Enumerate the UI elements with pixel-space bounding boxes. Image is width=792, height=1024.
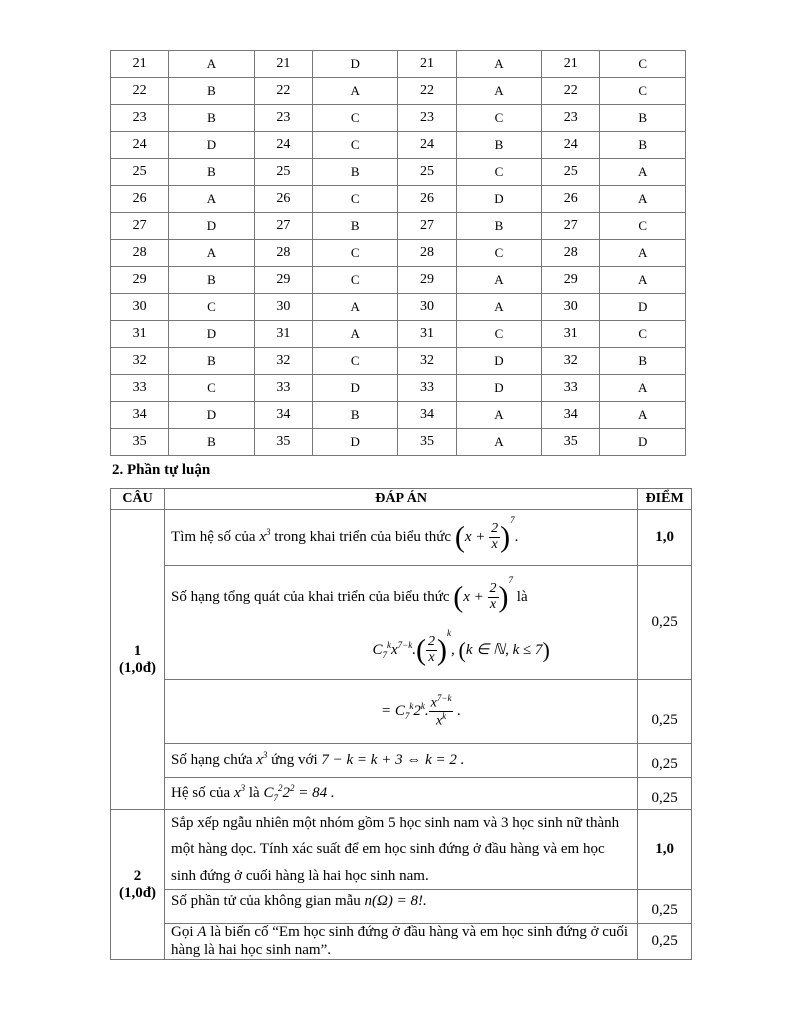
question-number-cell: 35: [398, 429, 456, 456]
question-number-cell: 35: [111, 429, 169, 456]
answer-letter-cell: B: [169, 267, 255, 294]
question-number-cell: 28: [398, 240, 456, 267]
binomial-expression: (x + $\frac{2}{x}$ )$^7$: [454, 515, 515, 554]
answer-letter-cell: B: [456, 132, 542, 159]
question-number-cell: 24: [111, 132, 169, 159]
question-number-cell: 21: [111, 51, 169, 78]
q2-number: 2: [133, 867, 142, 884]
question-number-cell: 21: [254, 51, 312, 78]
answer-letter-cell: C: [600, 321, 686, 348]
answer-letter-cell: A: [600, 267, 686, 294]
q1-step3-score: 0,25: [638, 744, 692, 778]
header-dap-an: ĐÁP ÁN: [165, 489, 638, 510]
q1-step2-row: [111, 680, 692, 744]
answer-key-row: [111, 132, 686, 159]
question-number-cell: 34: [111, 402, 169, 429]
answer-letter-cell: C: [600, 51, 686, 78]
question-number-cell: 25: [398, 159, 456, 186]
question-number-cell: 21: [398, 51, 456, 78]
answer-letter-cell: C: [312, 105, 398, 132]
answer-letter-cell: A: [456, 51, 542, 78]
question-number-cell: 29: [111, 267, 169, 294]
q1-step4-row: [111, 778, 692, 810]
answer-letter-cell: A: [169, 51, 255, 78]
answer-key-row: [111, 348, 686, 375]
answer-letter-cell: C: [312, 348, 398, 375]
answer-letter-cell: B: [169, 78, 255, 105]
question-number-cell: 33: [542, 375, 600, 402]
question-number-cell: 22: [542, 78, 600, 105]
answer-letter-cell: D: [169, 402, 255, 429]
answer-letter-cell: C: [456, 240, 542, 267]
question-number-cell: 31: [254, 321, 312, 348]
answer-letter-cell: C: [169, 375, 255, 402]
answer-letter-cell: D: [312, 429, 398, 456]
header-cau: CÂU: [111, 489, 165, 510]
question-number-cell: 28: [254, 240, 312, 267]
answer-letter-cell: B: [169, 159, 255, 186]
question-number-cell: 24: [398, 132, 456, 159]
q1-number-cell: [111, 510, 165, 810]
answer-key-row: [111, 159, 686, 186]
answer-letter-cell: A: [600, 159, 686, 186]
answer-letter-cell: C: [312, 132, 398, 159]
question-number-cell: 22: [254, 78, 312, 105]
answer-letter-cell: C: [312, 267, 398, 294]
answer-letter-cell: A: [456, 429, 542, 456]
q2-step2-row: [111, 924, 692, 960]
answer-letter-cell: D: [312, 51, 398, 78]
q2-step1-score: 0,25: [638, 890, 692, 924]
question-number-cell: 26: [398, 186, 456, 213]
q2-step2-score: 0,25: [638, 924, 692, 960]
question-number-cell: 35: [542, 429, 600, 456]
answer-letter-cell: A: [312, 78, 398, 105]
q1-points: (1,0đ): [118, 659, 157, 676]
answer-key-row: [111, 78, 686, 105]
answer-letter-cell: D: [456, 348, 542, 375]
essay-header-row: [111, 489, 692, 510]
answer-key-row: [111, 267, 686, 294]
answer-letter-cell: D: [600, 294, 686, 321]
question-number-cell: 23: [398, 105, 456, 132]
question-number-cell: 32: [398, 348, 456, 375]
answer-letter-cell: A: [456, 402, 542, 429]
answer-key-row: [111, 429, 686, 456]
answer-letter-cell: A: [600, 186, 686, 213]
answer-letter-cell: A: [600, 402, 686, 429]
answer-letter-cell: C: [169, 294, 255, 321]
answer-key-row: [111, 51, 686, 78]
question-number-cell: 25: [254, 159, 312, 186]
answer-letter-cell: C: [600, 78, 686, 105]
answer-key-row: [111, 213, 686, 240]
answer-letter-cell: B: [312, 159, 398, 186]
answer-letter-cell: C: [600, 213, 686, 240]
question-number-cell: 29: [542, 267, 600, 294]
answer-letter-cell: B: [456, 213, 542, 240]
answer-letter-cell: D: [169, 213, 255, 240]
x3-term: $x^3$: [259, 527, 271, 546]
answer-letter-cell: A: [600, 375, 686, 402]
question-number-cell: 25: [111, 159, 169, 186]
answer-letter-cell: A: [312, 294, 398, 321]
q1-step4: Hệ số của $x^3$ là $C_7^22^2 = 84$ .: [165, 778, 638, 810]
question-number-cell: 30: [111, 294, 169, 321]
answer-letter-cell: B: [169, 429, 255, 456]
q2-prompt-row: [111, 810, 692, 890]
question-number-cell: 22: [111, 78, 169, 105]
question-number-cell: 31: [542, 321, 600, 348]
question-number-cell: 32: [542, 348, 600, 375]
question-number-cell: 33: [398, 375, 456, 402]
q1-prompt-score: 1,0: [638, 510, 692, 566]
q2-step2: Gọi A là biến cố “Em học sinh đứng ở đầu hàng và em học sinh đứng ở cuối hàng là hai học sinh nam”.: [165, 924, 638, 960]
question-number-cell: 31: [111, 321, 169, 348]
q1-prompt-row: [111, 510, 692, 566]
answer-letter-cell: A: [169, 240, 255, 267]
q2-number-cell: [111, 810, 165, 960]
essay-table: [110, 488, 692, 960]
answer-key-row: [111, 294, 686, 321]
question-number-cell: 30: [542, 294, 600, 321]
question-number-cell: 33: [254, 375, 312, 402]
question-number-cell: 25: [542, 159, 600, 186]
question-number-cell: 28: [111, 240, 169, 267]
answer-key-row: [111, 105, 686, 132]
q1-step1: Số hạng tổng quát của khai triển của biểu thức (x + $\frac{2}{x}$ )$^7$ là $C_7^kx^{7-k}$.( $\frac{2}{x}$ )$^k$, (k ∈ ℕ, k ≤ 7): [165, 566, 638, 680]
answer-letter-cell: A: [456, 294, 542, 321]
answer-letter-cell: C: [456, 321, 542, 348]
question-number-cell: 30: [398, 294, 456, 321]
answer-letter-cell: D: [312, 375, 398, 402]
q1-step4-score: 0,25: [638, 778, 692, 810]
section-title: 2. Phần tự luận: [112, 462, 211, 478]
question-number-cell: 32: [254, 348, 312, 375]
q1-step2-score: 0,25: [638, 680, 692, 744]
q1-step1-score: 0,25: [638, 566, 692, 680]
question-number-cell: 29: [254, 267, 312, 294]
q2-step1-row: [111, 890, 692, 924]
answer-letter-cell: D: [169, 132, 255, 159]
answer-key-row: [111, 402, 686, 429]
q1-step1-row: [111, 566, 692, 680]
answer-letter-cell: A: [456, 267, 542, 294]
answer-letter-cell: B: [600, 132, 686, 159]
question-number-cell: 33: [111, 375, 169, 402]
answer-letter-cell: B: [169, 348, 255, 375]
question-number-cell: 34: [254, 402, 312, 429]
q2-points: (1,0đ): [118, 884, 157, 901]
answer-letter-cell: B: [600, 348, 686, 375]
answer-letter-cell: B: [600, 105, 686, 132]
answer-letter-cell: D: [456, 186, 542, 213]
question-number-cell: 24: [254, 132, 312, 159]
answer-letter-cell: B: [312, 402, 398, 429]
answer-letter-cell: D: [456, 375, 542, 402]
q1-step2: = $C_7^k2^k$. $\frac{x^{7-k}}{x^k}$ .: [165, 680, 638, 744]
question-number-cell: 29: [398, 267, 456, 294]
q1-step3-row: [111, 744, 692, 778]
question-number-cell: 27: [111, 213, 169, 240]
question-number-cell: 23: [542, 105, 600, 132]
question-number-cell: 21: [542, 51, 600, 78]
answer-letter-cell: D: [600, 429, 686, 456]
question-number-cell: 27: [398, 213, 456, 240]
question-number-cell: 26: [542, 186, 600, 213]
answer-letter-cell: C: [312, 240, 398, 267]
answer-letter-cell: D: [169, 321, 255, 348]
answer-key-row: [111, 186, 686, 213]
question-number-cell: 24: [542, 132, 600, 159]
q1-step3: Số hạng chứa $x^3$ ứng với 7 − k = k + 3 ⇔ k = 2 .: [165, 744, 638, 778]
q2-prompt: Sắp xếp ngẫu nhiên một nhóm gồm 5 học sinh nam và 3 học sinh nữ thành một hàng dọc. Tính xác suất để em học sinh đứng ở đầu hàng và em học sinh đứng ở cuối hàng là hai học sinh nam.: [165, 810, 638, 890]
question-number-cell: 27: [542, 213, 600, 240]
q1-prompt: Tìm hệ số của $x^3$ trong khai triển của biểu thức (x + $\frac{2}{x}$ )$^7$.: [165, 510, 638, 566]
question-number-cell: 30: [254, 294, 312, 321]
answer-letter-cell: A: [169, 186, 255, 213]
answer-letter-cell: A: [456, 78, 542, 105]
question-number-cell: 26: [111, 186, 169, 213]
answer-letter-cell: B: [312, 213, 398, 240]
question-number-cell: 26: [254, 186, 312, 213]
answer-key-row: [111, 321, 686, 348]
header-diem: ĐIỂM: [638, 489, 692, 510]
q2-prompt-score: 1,0: [638, 810, 692, 890]
q1-number: 1: [133, 642, 142, 659]
question-number-cell: 35: [254, 429, 312, 456]
question-number-cell: 23: [254, 105, 312, 132]
answer-letter-cell: C: [456, 105, 542, 132]
answer-letter-cell: C: [456, 159, 542, 186]
answer-letter-cell: C: [312, 186, 398, 213]
question-number-cell: 27: [254, 213, 312, 240]
question-number-cell: 22: [398, 78, 456, 105]
question-number-cell: 31: [398, 321, 456, 348]
answer-key-row: [111, 240, 686, 267]
answer-letter-cell: A: [312, 321, 398, 348]
question-number-cell: 28: [542, 240, 600, 267]
question-number-cell: 32: [111, 348, 169, 375]
general-term-formula: $C_7^kx^{7-k}$.( $\frac{2}{x}$ )$^k$, (k ∈ ℕ, k ≤ 7): [372, 627, 550, 667]
answer-letter-cell: B: [169, 105, 255, 132]
q2-step1: Số phần tử của không gian mẫu n(Ω) = 8!.: [165, 890, 638, 924]
answer-key-table: [110, 50, 686, 456]
answer-key-row: [111, 375, 686, 402]
question-number-cell: 34: [398, 402, 456, 429]
answer-letter-cell: A: [600, 240, 686, 267]
question-number-cell: 23: [111, 105, 169, 132]
question-number-cell: 34: [542, 402, 600, 429]
